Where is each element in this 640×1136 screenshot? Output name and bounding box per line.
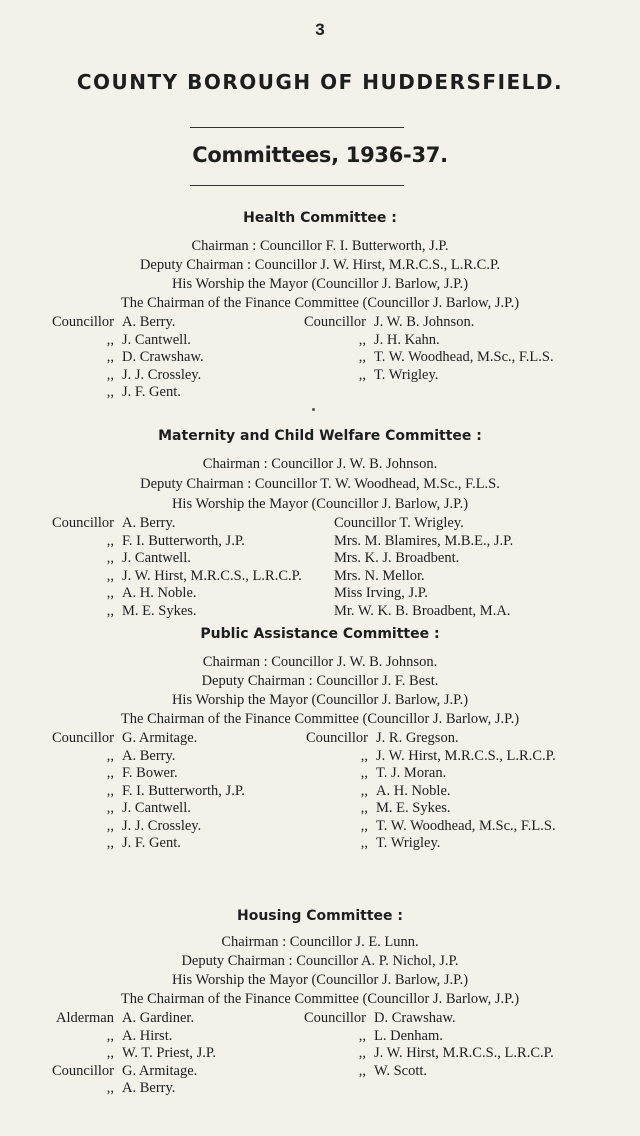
maternity-members-left bbox=[26, 515, 302, 620]
public-assistance-mayor: His Worship the Mayor (Councillor J. Barlow, J.P.) bbox=[171, 692, 469, 708]
section-title-housing: Housing Committee : bbox=[236, 908, 403, 924]
divider-top bbox=[190, 127, 404, 128]
member-row: ,, A. H. Noble. bbox=[360, 782, 451, 799]
maternity-members-right bbox=[334, 515, 513, 620]
housing-chairman: Chairman : Councillor J. E. Lunn. bbox=[221, 934, 419, 950]
member-row: ,, F. I. Butterworth, J.P. bbox=[106, 532, 245, 549]
member-row: ,, A. Berry. bbox=[106, 1080, 176, 1096]
maternity-deputy-chairman: Deputy Chairman : Councillor T. W. Woodhead, M.Sc., F.L.S. bbox=[140, 476, 500, 492]
member-row: Councillor G. Armitage. bbox=[51, 730, 198, 746]
housing-members-left bbox=[26, 1010, 216, 1098]
section-title-public-assistance: Public Assistance Committee : bbox=[200, 626, 440, 642]
divider-bottom bbox=[190, 185, 404, 186]
member-row: Councillor G. Armitage. bbox=[51, 1062, 198, 1079]
member-row: ,, J. Cantwell. bbox=[106, 550, 191, 566]
member-row: ,, J. W. Hirst, M.R.C.S., L.R.C.P. bbox=[358, 1045, 554, 1061]
member-row: ,, T. J. Moran. bbox=[360, 765, 447, 781]
public-assistance-finance-chairman: The Chairman of the Finance Committee (Councillor J. Barlow, J.P.) bbox=[120, 711, 520, 727]
borough-title: COUNTY BOROUGH OF HUDDERSFIELD. bbox=[76, 70, 564, 94]
member-row: Councillor J. W. B. Johnson. bbox=[303, 314, 475, 330]
member-row: ,, J. H. Kahn. bbox=[358, 331, 440, 348]
member-row: Councillor A. Berry. bbox=[51, 515, 176, 531]
member-row: Councillor A. Berry. bbox=[51, 314, 176, 330]
member-row: ,, A. H. Noble. bbox=[106, 585, 197, 601]
housing-finance-chairman: The Chairman of the Finance Committee (Councillor J. Barlow, J.P.) bbox=[120, 991, 520, 1007]
page-number: 3 bbox=[315, 20, 325, 39]
member-row: ,, M. E. Sykes. bbox=[106, 602, 197, 619]
maternity-chairman: Chairman : Councillor J. W. B. Johnson. bbox=[202, 456, 438, 472]
public-assistance-members-right bbox=[280, 730, 556, 853]
housing-members-right bbox=[278, 1010, 554, 1080]
member-row: Mrs. K. J. Broadbent. bbox=[334, 550, 460, 566]
health-deputy-chairman: Deputy Chairman : Councillor J. W. Hirst, M.R.C.S., L.R.C.P. bbox=[139, 257, 501, 273]
public-assistance-members-left bbox=[26, 730, 245, 853]
committees-title: Committees, 1936-37. bbox=[192, 143, 448, 167]
member-row: ,, J. W. Hirst, M.R.C.S., L.R.C.P. bbox=[360, 747, 556, 764]
member-row: Councillor T. Wrigley. bbox=[334, 515, 464, 531]
housing-mayor: His Worship the Mayor (Councillor J. Barlow, J.P.) bbox=[171, 972, 469, 988]
section-title-health: Health Committee : bbox=[243, 210, 397, 226]
member-row: ,, T. Wrigley. bbox=[360, 835, 441, 851]
member-row: ,, F. I. Butterworth, J.P. bbox=[106, 782, 245, 799]
member-row: ,, M. E. Sykes. bbox=[360, 800, 451, 816]
member-row: Miss Irving, J.P. bbox=[334, 585, 428, 601]
member-row: ,, J. F. Gent. bbox=[106, 384, 181, 400]
member-row: ,, T. Wrigley. bbox=[358, 366, 439, 383]
member-row: ,, A. Hirst. bbox=[106, 1027, 173, 1044]
member-row: ,, J. J. Crossley. bbox=[106, 366, 202, 383]
member-row: Mrs. N. Mellor. bbox=[334, 567, 425, 584]
member-row: ,, J. F. Gent. bbox=[106, 835, 181, 851]
member-row: ,, W. T. Priest, J.P. bbox=[106, 1045, 217, 1061]
health-mayor: His Worship the Mayor (Councillor J. Barlow, J.P.) bbox=[171, 276, 469, 292]
member-row: ,, J. J. Crossley. bbox=[106, 817, 202, 834]
member-row: ,, T. W. Woodhead, M.Sc., F.L.S. bbox=[358, 349, 554, 365]
health-finance-chairman: The Chairman of the Finance Committee (Councillor J. Barlow, J.P.) bbox=[120, 295, 520, 311]
member-row: Alderman A. Gardiner. bbox=[56, 1010, 195, 1026]
public-assistance-deputy-chairman: Deputy Chairman : Councillor J. F. Best. bbox=[201, 673, 439, 689]
maternity-mayor: His Worship the Mayor (Councillor J. Barlow, J.P.) bbox=[171, 496, 469, 512]
member-row: Mr. W. K. B. Broadbent, M.A. bbox=[334, 602, 511, 619]
member-row: ,, L. Denham. bbox=[358, 1027, 443, 1044]
member-row: Councillor J. R. Gregson. bbox=[305, 730, 459, 746]
health-chairman: Chairman : Councillor F. I. Butterworth, J.P. bbox=[191, 238, 449, 254]
section-title-maternity: Maternity and Child Welfare Committee : bbox=[158, 428, 482, 444]
member-row: Councillor D. Crawshaw. bbox=[303, 1010, 456, 1026]
member-row: ,, W. Scott. bbox=[358, 1062, 428, 1079]
member-row: Mrs. M. Blamires, M.B.E., J.P. bbox=[334, 532, 514, 549]
health-members-right bbox=[278, 314, 554, 384]
ink-dot bbox=[312, 408, 315, 411]
public-assistance-chairman: Chairman : Councillor J. W. B. Johnson. bbox=[202, 654, 438, 670]
member-row: ,, T. W. Woodhead, M.Sc., F.L.S. bbox=[360, 817, 556, 834]
housing-deputy-chairman: Deputy Chairman : Councillor A. P. Nichol, J.P. bbox=[181, 953, 459, 969]
member-row: ,, J. Cantwell. bbox=[106, 800, 191, 816]
member-row: ,, J. Cantwell. bbox=[106, 331, 191, 348]
member-row: ,, F. Bower. bbox=[106, 765, 178, 781]
member-row: ,, A. Berry. bbox=[106, 747, 176, 764]
member-row: ,, D. Crawshaw. bbox=[106, 349, 204, 365]
health-members-left bbox=[26, 314, 204, 402]
member-row: ,, J. W. Hirst, M.R.C.S., L.R.C.P. bbox=[106, 567, 302, 584]
